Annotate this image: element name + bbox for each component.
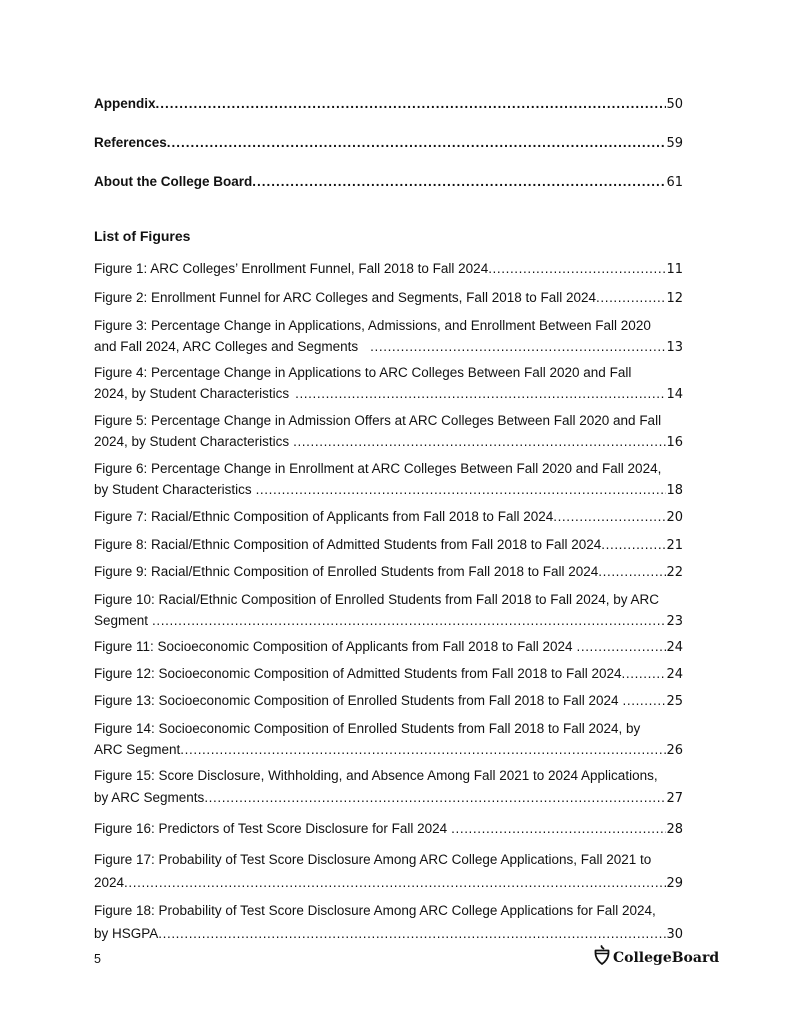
- toc-page-number: 50: [666, 97, 683, 112]
- figure-page-number: 26: [666, 743, 683, 758]
- figure-page-number: 12: [666, 291, 683, 306]
- figure-page-number: 27: [666, 791, 683, 806]
- dot-leader: [601, 534, 666, 555]
- toc-title: References: [94, 135, 167, 150]
- figure-title-line1: Figure 3: Percentage Change in Applications, Admissions, and Enrollment Between Fall 2020: [94, 318, 651, 333]
- toc-entry-appendix[interactable]: [94, 96, 683, 112]
- figure-page-number: 24: [666, 667, 683, 682]
- figure-title: Figure 13: Socioeconomic Composition of Enrolled Students from Fall 2018 to Fall 2024: [94, 693, 619, 708]
- figure-page-number: 25: [666, 694, 683, 709]
- dot-leader: [622, 663, 667, 684]
- figure-title: by ARC Segments: [94, 790, 205, 805]
- dot-leader: [623, 690, 667, 711]
- toc-title: About the College Board: [94, 174, 253, 189]
- figure-entry-18[interactable]: [94, 899, 683, 946]
- figure-page-number: 11: [666, 262, 683, 277]
- figure-title: Figure 9: Racial/Ethnic Composition of Enrolled Students from Fall 2018 to Fall 2024: [94, 564, 599, 579]
- dot-leader: [598, 561, 666, 582]
- figure-title-line1: Figure 5: Percentage Change in Admission Offers at ARC Colleges Between Fall 2020 and Fall: [94, 413, 662, 428]
- dot-leader: [167, 135, 667, 150]
- logo-text: CollegeBoard: [613, 949, 720, 966]
- dot-leader: [553, 506, 666, 527]
- dot-leader: [204, 787, 666, 809]
- figure-title-line1: Figure 10: Racial/Ethnic Composition of Enrolled Students from Fall 2018 to Fall 2024, by ARC: [94, 592, 660, 607]
- figure-entry-9[interactable]: [94, 561, 683, 583]
- figure-entry-14[interactable]: [94, 718, 683, 761]
- figure-entry-1[interactable]: [94, 258, 683, 280]
- dot-leader: [293, 431, 666, 452]
- list-of-figures-heading: List of Figures: [94, 228, 191, 244]
- dot-leader: [252, 174, 666, 189]
- figure-title-line1: Figure 18: Probability of Test Score Disclosure Among ARC College Applications for Fall 2024,: [94, 903, 656, 918]
- figure-title-line1: Figure 4: Percentage Change in Applications to ARC Colleges Between Fall 2020 and Fall: [94, 365, 632, 380]
- figure-title: Figure 12: Socioeconomic Composition of Admitted Students from Fall 2018 to Fall 2024: [94, 666, 622, 681]
- figure-title: and Fall 2024, ARC Colleges and Segments: [94, 339, 359, 354]
- figure-entry-3[interactable]: [94, 315, 683, 358]
- figure-title: Segment: [94, 613, 149, 628]
- figure-title: Figure 7: Racial/Ethnic Composition of Applicants from Fall 2018 to Fall 2024: [94, 509, 554, 524]
- figure-entry-5[interactable]: [94, 410, 683, 453]
- dot-leader: [596, 287, 666, 308]
- figure-title: ARC Segment: [94, 742, 181, 757]
- figure-entry-6[interactable]: [94, 458, 683, 501]
- figure-entry-8[interactable]: [94, 534, 683, 556]
- figure-page-number: 28: [666, 822, 683, 837]
- dot-leader: [451, 818, 666, 839]
- toc-page-number: 59: [666, 136, 683, 151]
- toc-entry-about[interactable]: [94, 174, 683, 190]
- figure-title: 2024: [94, 875, 125, 890]
- figure-entry-15[interactable]: [94, 765, 683, 810]
- figure-page-number: 16: [666, 435, 683, 450]
- figure-title-line1: Figure 17: Probability of Test Score Disclosure Among ARC College Applications, Fall 2021 to: [94, 852, 652, 867]
- dot-leader: [156, 96, 667, 111]
- college-board-logo: [594, 945, 719, 970]
- dot-leader: [152, 610, 666, 631]
- figure-page-number: 29: [666, 876, 683, 891]
- figure-entry-2[interactable]: [94, 287, 683, 309]
- dot-leader: [577, 636, 667, 657]
- figure-title: Figure 1: ARC Colleges’ Enrollment Funnel, Fall 2018 to Fall 2024: [94, 261, 489, 276]
- figure-title: Figure 2: Enrollment Funnel for ARC Colleges and Segments, Fall 2018 to Fall 2024: [94, 290, 597, 305]
- toc-entry-references[interactable]: [94, 135, 683, 151]
- figure-entry-12[interactable]: [94, 663, 683, 685]
- figure-title-line1: Figure 6: Percentage Change in Enrollment at ARC Colleges Between Fall 2020 and Fall 2024,: [94, 461, 662, 476]
- dot-leader: [158, 922, 666, 945]
- figure-entry-7[interactable]: [94, 506, 683, 528]
- figure-title-line1: Figure 14: Socioeconomic Composition of Enrolled Students from Fall 2018 to Fall 2024, by: [94, 721, 641, 736]
- dot-leader: [256, 479, 667, 500]
- dot-leader: [370, 336, 666, 357]
- figure-title: by HSGPA: [94, 926, 159, 941]
- dot-leader: [295, 383, 666, 404]
- figure-title: Figure 11: Socioeconomic Composition of Applicants from Fall 2018 to Fall 2024: [94, 639, 573, 654]
- figure-title: by Student Characteristics: [94, 482, 252, 497]
- page-number: 5: [94, 952, 101, 966]
- figure-page-number: 22: [666, 565, 683, 580]
- figure-entry-16[interactable]: [94, 818, 683, 840]
- dot-leader: [124, 871, 666, 894]
- figure-entry-11[interactable]: [94, 636, 683, 658]
- figure-page-number: 18: [666, 483, 683, 498]
- figure-title-line1: Figure 15: Score Disclosure, Withholding, and Absence Among Fall 2021 to 2024 Applications,: [94, 768, 658, 783]
- figure-entry-13[interactable]: [94, 690, 683, 712]
- figure-entry-4[interactable]: [94, 362, 683, 405]
- figure-entry-10[interactable]: [94, 589, 683, 632]
- dot-leader: [180, 739, 666, 760]
- figure-entry-17[interactable]: [94, 848, 683, 895]
- figure-title: Figure 8: Racial/Ethnic Composition of Admitted Students from Fall 2018 to Fall 2024: [94, 537, 602, 552]
- figure-page-number: 13: [666, 340, 683, 355]
- toc-page-number: 61: [666, 175, 683, 190]
- figure-page-number: 20: [666, 510, 683, 525]
- toc-title: Appendix: [94, 96, 156, 111]
- figure-page-number: 30: [666, 927, 683, 942]
- figure-page-number: 23: [666, 614, 683, 629]
- acorn-icon: [594, 945, 610, 970]
- figure-page-number: 24: [666, 640, 683, 655]
- figure-page-number: 21: [666, 538, 683, 553]
- figure-title: Figure 16: Predictors of Test Score Disclosure for Fall 2024: [94, 821, 448, 836]
- figure-title: 2024, by Student Characteristics: [94, 386, 290, 401]
- figure-page-number: 14: [666, 387, 683, 402]
- figure-title: 2024, by Student Characteristics: [94, 434, 290, 449]
- dot-leader: [488, 258, 666, 279]
